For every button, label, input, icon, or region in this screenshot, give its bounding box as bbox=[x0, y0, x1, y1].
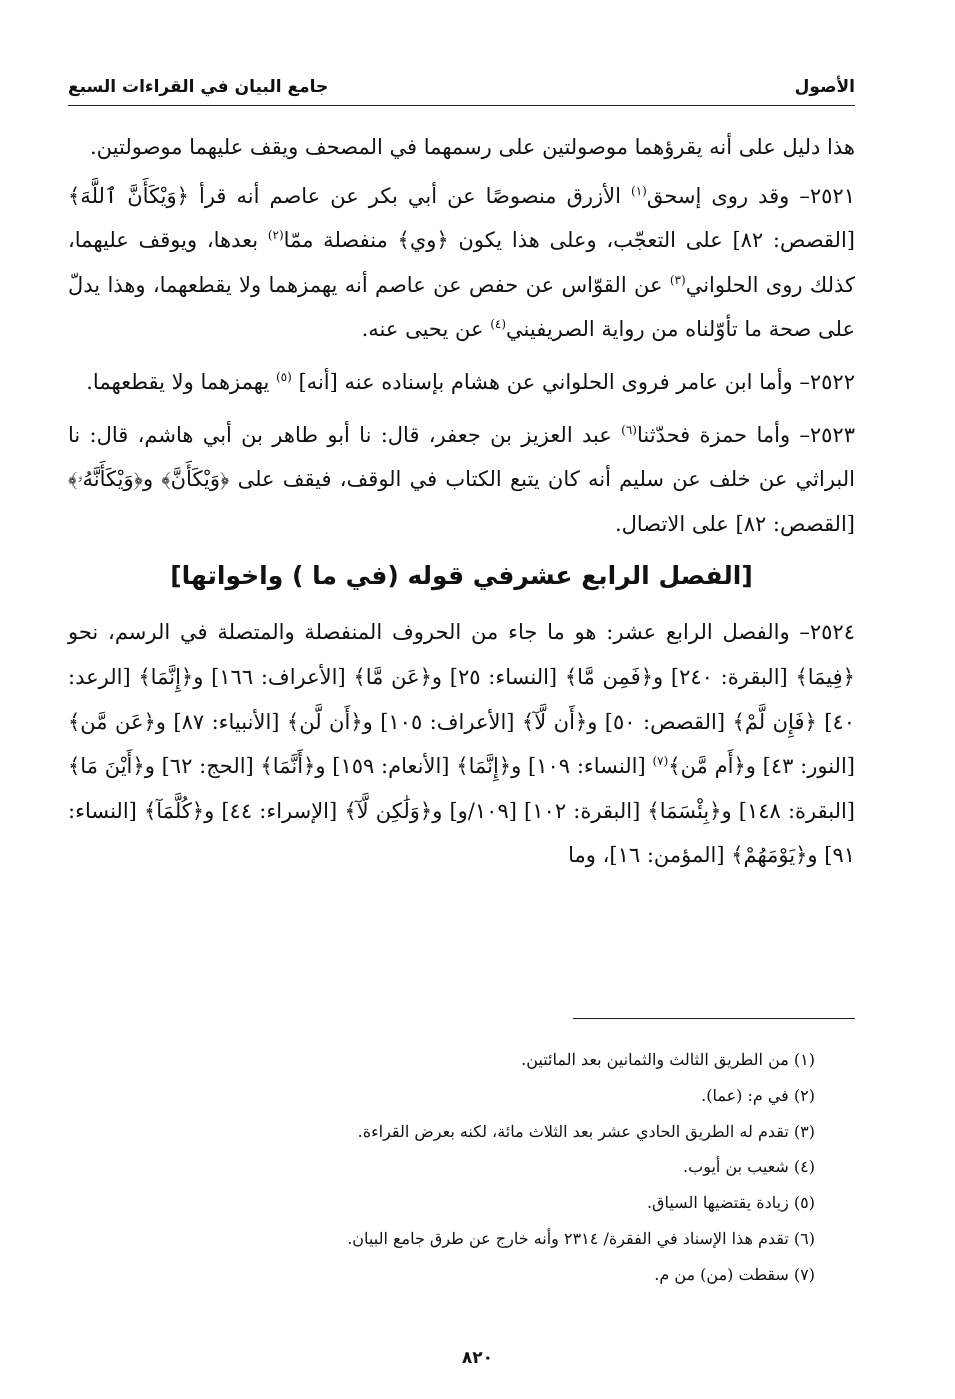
footnote-3: (٣) تقدم له الطريق الحادي عشر بعد الثلاث مائة، لكنه بعرض القراءة. bbox=[357, 1121, 815, 1141]
footnote-ref[interactable]: (٢) bbox=[267, 228, 284, 243]
header-book-title: جامع البيان في القراءات السبع bbox=[68, 77, 329, 97]
text-run: عن يحيى عنه. bbox=[361, 317, 491, 342]
text-run: [النساء: ١٠٩] و﴿إِنَّمَا﴾ [الأنعام: ١٥٩] و﴿أَنَّمَا﴾ [الحج: ٦٢] و﴿أَيْنَ مَا﴾ [البقرة: ١٤٨] و﴿بِئْسَمَا﴾ [البقرة: ١٠٢] [١٠٩/و] و﴿وَلَٰكِن لَّآ﴾ [الإسراء: ٤٤] و﴿كُلَّمَآ﴾ [النساء: ٩١] و﴿يَوْمَهُمْ﴾ [المؤمن: ١٦]، وما bbox=[68, 754, 855, 868]
text-run: ٢٥٢٤– والفصل الرابع عشر: هو ما جاء من الحروف المنفصلة والمتصلة في الرسم، نحو ﴿فِيمَا﴾ [البقرة: ٢٤٠] و﴿فَمِن مَّا﴾ [النساء: ٢٥] و﴿عَن مَّا﴾ [الأعراف: ١٦٦] و﴿إِنَّمَا﴾ [الرعد: ٤٠] ﴿فَإِن لَّمْ﴾ [القصص: ٥٠] و﴿أَن لَّآ﴾ [الأعراف: ١٠٥] و﴿أَن لَّن﴾ [الأنبياء: ٨٧] و﴿عَن مَّن﴾ [النور: ٤٣] و﴿أَم مَّن﴾ bbox=[68, 620, 855, 779]
footnote-1: (١) من الطريق الثالث والثمانين بعد المائتين. bbox=[521, 1050, 815, 1069]
header-section-title: الأصول bbox=[794, 77, 855, 97]
footnote-4: (٤) شعيب بن أيوب. bbox=[683, 1157, 815, 1177]
section-heading: [الفصل الرابع عشرفي قوله (في ما ) واخواتها] bbox=[170, 561, 753, 591]
footnote-2: (٢) في م: (عما). bbox=[701, 1085, 815, 1105]
running-header bbox=[68, 70, 855, 104]
footnote-ref[interactable]: (٣) bbox=[669, 272, 686, 287]
text-run: ٢٥٢١– وقد روى إسحق bbox=[646, 183, 855, 208]
footnote-6: (٦) تقدم هذا الإسناد في الفقرة/ ٢٣١٤ وأنه خارج عن طرق جامع البيان. bbox=[347, 1228, 815, 1248]
footnote-ref[interactable]: (٥) bbox=[275, 369, 292, 384]
text-run: بعدها، ويوقف عليهما، كذلك روى الحلواني bbox=[68, 228, 855, 297]
footnote-ref[interactable]: (١) bbox=[631, 183, 647, 198]
footnote-7: (٧) سقطت (من) من م. bbox=[654, 1264, 815, 1284]
footnote-5: (٥) زيادة يقتضيها السياق. bbox=[646, 1193, 815, 1213]
text-run: الأزرق منصوصًا عن أبي بكر عن عاصم أنه قرأ ﴿وَيْكَأَنَّ ٱللَّهَ﴾ [القصص: ٨٢] على التعجّب، وعلى هذا يكون ﴿وي﴾ منفصلة ممّا bbox=[68, 183, 855, 253]
footnote-ref[interactable]: (٤) bbox=[490, 317, 507, 332]
text-run: عبد العزيز بن جعفر، قال: نا أبو طاهر بن أبي هاشم، قال: نا البراثي عن خلف عن سليم أنه كان يتبع الكتاب في الوقف، فيقف على ﴿وَيْكَأَنَّ﴾ و﴿وَيْكَأَنَّهُۥ﴾ [القصص: ٨٢] على الاتصال. bbox=[68, 422, 855, 536]
text-run: ٢٥٢٣– وأما حمزة فحدّثنا bbox=[636, 422, 855, 447]
paragraph-2521 bbox=[68, 174, 855, 352]
header-rule bbox=[68, 105, 855, 106]
footnote-ref[interactable]: (٧) bbox=[652, 754, 669, 769]
paragraph-2523 bbox=[68, 413, 855, 547]
footnotes bbox=[215, 1042, 815, 1293]
paragraph-intro-text: هذا دليل على أنه يقرؤهما موصولتين على رسمهما في المصحف ويقف عليهما موصولتين. bbox=[90, 135, 855, 159]
footnote-ref[interactable]: (٦) bbox=[621, 422, 637, 437]
footnote-separator bbox=[573, 1018, 855, 1019]
text-run: يهمزهما ولا يقطعهما. bbox=[86, 369, 276, 394]
text-run: عن القوّاس عن حفص عن عاصم أنه يهمزهما ولا يقطعهما، وهذا يدلّ على صحة ما تأوّلناه من رواية الصريفيني bbox=[68, 272, 855, 342]
paragraph-2524 bbox=[68, 610, 855, 878]
text-run: ٢٥٢٢– وأما ابن عامر فروى الحلواني عن هشام بإسناده عنه [أنه] bbox=[291, 369, 855, 394]
paragraph-intro bbox=[68, 125, 855, 170]
page-number: ٨٢٠ bbox=[461, 1348, 494, 1368]
main-text bbox=[68, 125, 855, 886]
paragraph-2522 bbox=[68, 360, 855, 405]
